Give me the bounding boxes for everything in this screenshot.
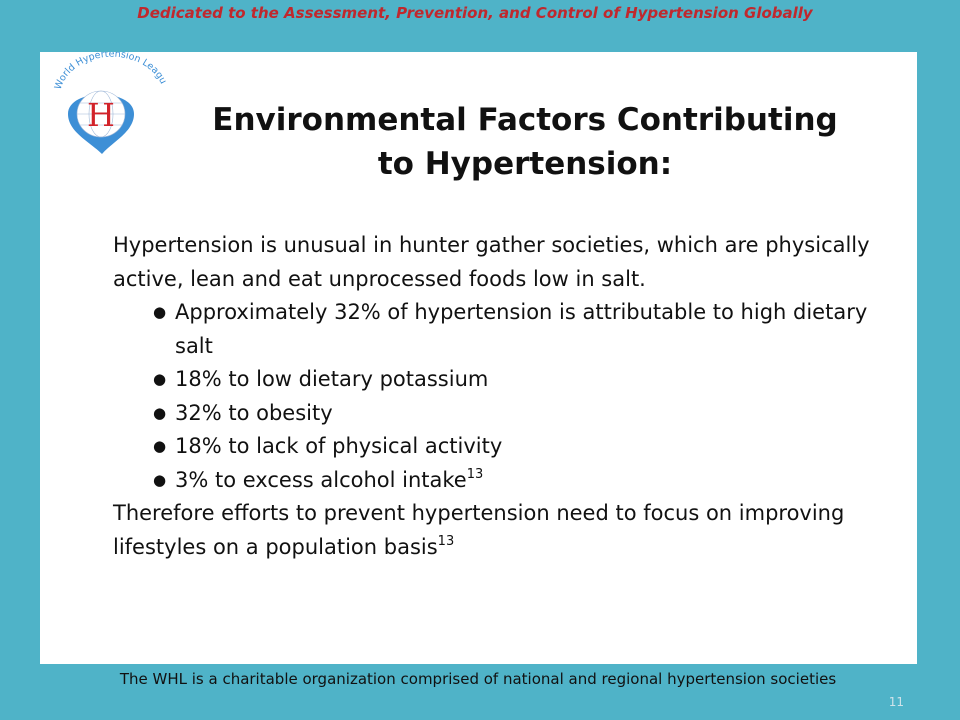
bullet-item — [153, 464, 873, 498]
footer-text: The WHL is a charitable organization comprised of national and regional hypertension societies — [119, 670, 837, 688]
reference-superscript: 13 — [466, 466, 484, 482]
bullet-item — [153, 296, 873, 363]
bullet-item — [153, 397, 873, 431]
page-number: 11 — [888, 695, 904, 709]
bullet-list — [113, 296, 873, 497]
bullet-icon: ● — [153, 403, 167, 422]
bullet-item — [153, 363, 873, 397]
conclusion-paragraph — [113, 497, 873, 564]
logo-arc-text: World Hypertension Leagu — [52, 52, 168, 92]
bullet-text: 18% to lack of physical activity — [175, 434, 503, 458]
logo-icon — [50, 52, 168, 160]
bullet-icon: ● — [153, 370, 167, 388]
reference-superscript: 13 — [437, 533, 455, 549]
bullet-item — [153, 430, 873, 464]
svg-text:World Hypertension League — [50, 52, 168, 91]
intro-paragraph: Hypertension is unusual in hunter gather societies, which are physically active, lean and eat unprocessed foods low in salt. — [113, 233, 870, 291]
bullet-text: Approximately 32% of hypertension is attributable to high dietary salt — [175, 300, 868, 358]
bullet-text: 3% to excess alcohol intake — [175, 467, 467, 492]
conclusion-text: Therefore efforts to prevent hypertension need to focus on improving lifestyles on a population basis — [113, 501, 845, 559]
bullet-icon: ● — [153, 303, 167, 321]
bullet-text: 18% to low dietary potassium — [175, 367, 489, 391]
bullet-text: 32% to obesity — [175, 400, 333, 425]
bullet-icon: ● — [153, 470, 167, 489]
slide-title: Environmental Factors Contributing to Hypertension: — [212, 102, 838, 182]
logo-letter: H — [87, 96, 115, 134]
world-hypertension-league-logo — [50, 52, 168, 160]
slide-body — [113, 229, 873, 564]
header-banner: Dedicated to the Assessment, Prevention, and Control of Hypertension Globally — [137, 4, 813, 22]
bullet-icon: ● — [153, 437, 167, 455]
